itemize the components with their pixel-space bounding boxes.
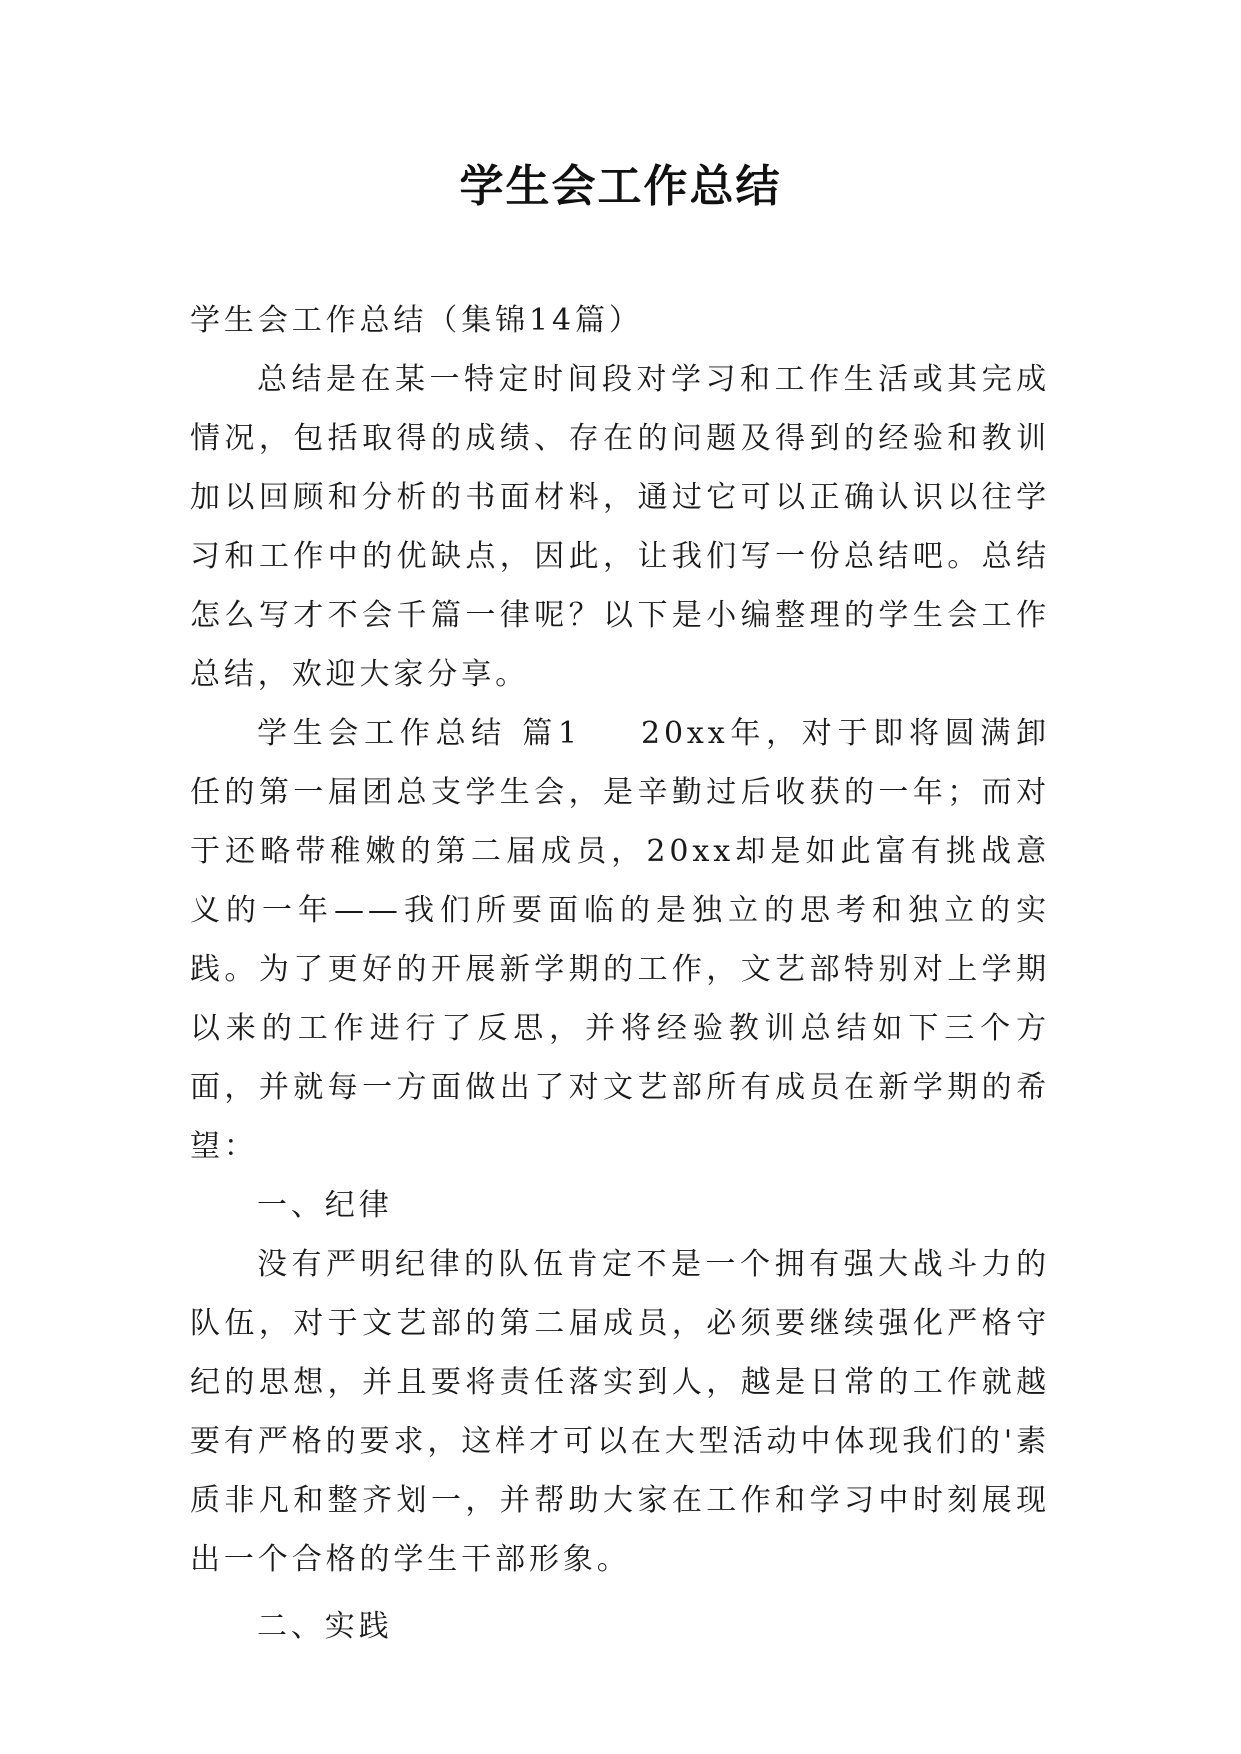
document-body xyxy=(190,291,1050,1656)
article-1-paragraph xyxy=(190,704,1050,1176)
section-1-paragraph: 没有严明纪律的队伍肯定不是一个拥有强大战斗力的队伍，对于文艺部的第二届成员，必须要继续强化严格守纪的思想，并且要将责任落实到人，越是日常的工作就越要有严格的要求，这样才可以在大型活动中体现我们的'素质非凡和整齐划一，并帮助大家在工作和学习中时刻展现出一个合格的学生干部形象。 xyxy=(190,1247,1050,1577)
document-subtitle: 学生会工作总结（集锦14篇） xyxy=(190,303,643,338)
section-2-heading: 二、实践 xyxy=(257,1609,393,1644)
intro-paragraph: 总结是在某一特定时间段对学习和工作生活或其完成情况，包括取得的成绩、存在的问题及得到的经验和教训加以回顾和分析的书面材料，通过它可以正确认识以往学习和工作中的优缺点，因此，让我们写一份总结吧。总结怎么写才不会千篇一律呢？以下是小编整理的学生会工作总结，欢迎大家分享。 xyxy=(190,362,1050,692)
document-title: 学生会工作总结 xyxy=(459,161,782,212)
section-1-heading: 一、纪律 xyxy=(257,1188,393,1223)
article-1-label: 学生会工作总结 篇1 xyxy=(257,716,581,751)
article-1-opening: 20xx年，对于即将圆满卸任的第一届团总支学生会，是辛勤过后收获的一年；而对于还略带稚嫩的第二届成员，20xx却是如此富有挑战意义的一年——我们所要面临的是独立的思考和独立的实践。为了更好的开展新学期的工作，文艺部特别对上学期以来的工作进行了反思，并将经验教训总结如下三个方面，并就每一方面做出了对文艺部所有成员在新学期的希望： xyxy=(190,716,1050,1164)
